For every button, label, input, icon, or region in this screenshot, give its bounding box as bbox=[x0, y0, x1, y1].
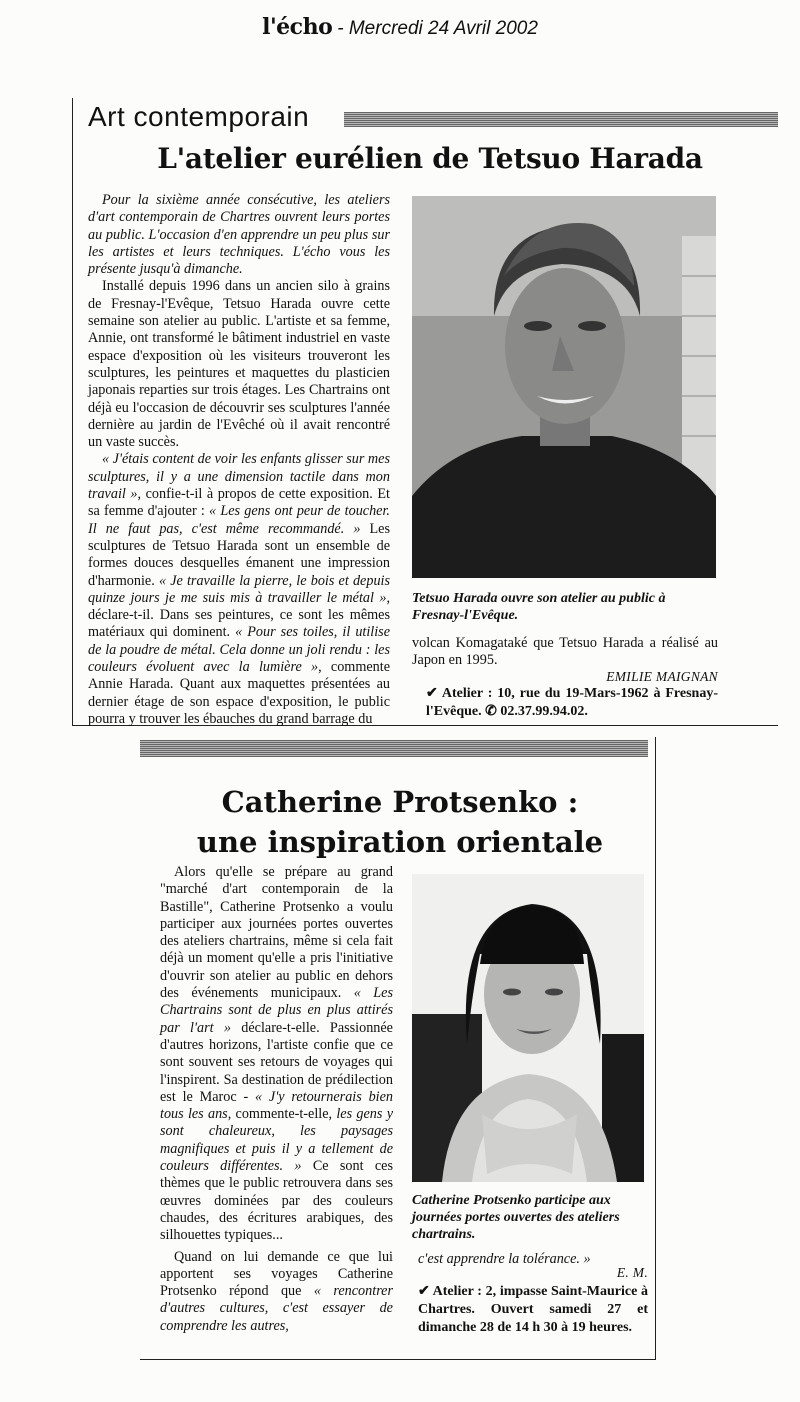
portrait-photo-tetsuo-harada bbox=[412, 196, 716, 578]
atelier-info-2: ✔ Atelier : 2, impasse Saint-Maurice à Chartres. Ouvert samedi 27 et dimanche 28 de 14 h 30 à 19 heures. bbox=[418, 1284, 648, 1335]
atelier-info-1: ✔ Atelier : 10, rue du 19-Mars-1962 à Fresnay-l'Evêque. ✆ 02.37.99.94.02. bbox=[426, 686, 718, 719]
quote: « J'y retournerais bien tous les ans bbox=[160, 1088, 393, 1123]
photo-caption-2: Catherine Protsenko participe aux journées portes ouvertes des ateliers chartrains. bbox=[412, 1193, 620, 1242]
article-1-continuation: volcan Komagataké que Tetsuo Harada a réalisé au Japon en 1995. bbox=[412, 635, 718, 669]
headline-line-2: une inspiration orientale bbox=[196, 825, 604, 859]
issue-date: - Mercredi 24 Avril 2002 bbox=[337, 18, 538, 39]
article-2-paragraph: Alors qu'elle se prépare au grand "marché d'art contemporain de la Bastille", Catherine Protsenko a voulu participer aux journées portes ouvertes des ateliers chartrains, même si cela fait déjà un moment qu'elle a pris l'initiative d'ouvrir son atelier au public en dehors des événements municipaux. « Les Chartrains sont de plus en plus attirés par l'art » déclare-t-elle. Passionnée d'autres horizons, l'artiste confie que ce sont souvent ses retours de voyages qui l'inspirent. Sa destination de prédilection est le Maroc - « J'y retournerais bien tous les ans, commente-t-elle, les gens y sont chaleureux, les paysages magnifiques et puis il y a tellement de couleurs différentes. » Ce sont ces thèmes que le public retrouvera dans ses œuvres dominées par des couleurs chaudes, des écritures arabiques, des silhouettes typiques... bbox=[160, 864, 393, 1244]
portrait-photo-catherine-protsenko bbox=[412, 874, 644, 1182]
article-1-paragraph: « J'étais content de voir les enfants glisser sur mes sculptures, il y a une dimension tactile dans mon travail », confie-t-il à propos de cette exposition. Et sa femme d'ajouter : « Les gens ont peur de toucher. Il ne faut pas, c'est même recommandé. » Les sculptures de Tetsuo Harada sont un ensemble de formes douces desquelles émanent une impression d'harmonie. « Je travaille la pierre, le bois et depuis quinze jours je me suis mis à travailler le métal », déclare-t-il. Dans ses peintures, ce sont les mêmes matériaux qui dominent. « Pour ses toiles, il utilise de la poudre de métal. Cela donne un joli rendu : les couleurs évoluent avec la lumière », commente Annie Harada. Quant aux maquettes présentées au dernier étage de son espace d'exposition, le public pourra y trouver les ébauches du grand barrage du bbox=[88, 451, 391, 727]
quote: « Les Chartrains sont de plus en plus attirés par l'art » bbox=[160, 985, 393, 1036]
quote: « rencontrer d'autres cultures, c'est essayer de comprendre les autres, bbox=[160, 1283, 394, 1334]
article-2-band bbox=[140, 740, 648, 757]
article-1-paragraph: Installé depuis 1996 dans un ancien silo à grains de Fresnay-l'Evêque, Tetsuo Harada ouvre cette semaine son atelier au public. L'artiste et sa femme, Annie, ont transformé le bâtiment industriel en vaste espace d'exposition où les visiteurs trouveront les sculptures, les peintures et maquettes du plasticien japonais reparties sur trois étages. Les Chartrains ont déjà eu l'occasion de découvrir ses sculptures l'année dernière au jardin de l'Evêché où il avait rencontré un vaste succès. bbox=[88, 278, 390, 451]
author-signature: E. M. bbox=[616, 1265, 648, 1280]
quote: « Pour ses toiles, il utilise de la poudre de métal. Cela donne un joli rendu : les couleurs évoluent avec la lumière » bbox=[88, 624, 390, 676]
rubric-band bbox=[344, 112, 778, 127]
author-signature: EMILIE MAIGNAN bbox=[606, 669, 718, 684]
quote: les gens y sont chaleureux, les paysages magnifiques et puis il y a tellement de couleurs différentes. » bbox=[160, 1106, 393, 1175]
article-1-headline: L'atelier eurélien de Tetsuo Harada bbox=[157, 142, 703, 175]
article-1-intro: Pour la sixième année consécutive, les ateliers d'art contemporain de Chartres ouvrent leurs portes au public. L'occasion d'en apprendre un peu plus sur les artistes et leurs techniques. L'écho vous les présente jusqu'à dimanche. bbox=[88, 192, 390, 278]
masthead bbox=[0, 14, 800, 40]
quote: « J'étais content de voir les enfants glisser sur mes sculptures, il y a une dimension tactile dans mon travail » bbox=[88, 451, 390, 503]
headline-line-1: Catherine Protsenko : bbox=[221, 785, 579, 819]
article-2-headline bbox=[150, 782, 650, 862]
article-2-paragraph: Quand on lui demande ce que lui apportent ses voyages Catherine Protsenko répond que « rencontrer d'autres cultures, c'est essayer de comprendre les autres, bbox=[160, 1248, 394, 1334]
article-2-continuation: c'est apprendre la tolérance. » bbox=[418, 1251, 591, 1267]
section-rubric: Art contemporain bbox=[88, 101, 310, 132]
article-1-text-column bbox=[88, 192, 390, 728]
photo-caption-1: Tetsuo Harada ouvre son atelier au public à Fresnay-l'Evêque. bbox=[412, 591, 666, 623]
quote: « Les gens ont peur de toucher. Il ne faut pas, c'est même recommandé. » bbox=[88, 503, 390, 537]
article-2-text-column bbox=[160, 864, 393, 1335]
newspaper-logo: l'écho bbox=[262, 14, 333, 40]
quote: « Je travaille la pierre, le bois et depuis quinze jours je me suis mis à travailler le métal » bbox=[88, 572, 390, 606]
